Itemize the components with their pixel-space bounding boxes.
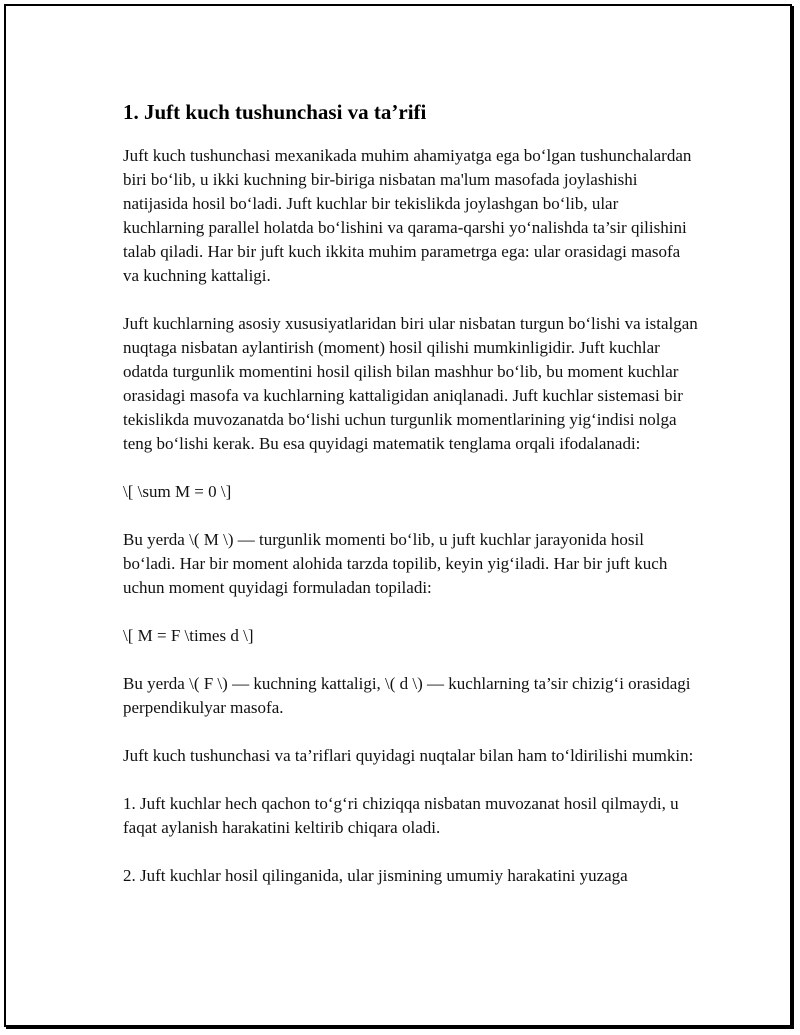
paragraph-intro: Juft kuch tushunchasi mexanikada muhim ahamiyatga ega bo‘lgan tushunchalardan biri bo‘lib, u ikki kuchning bir-biriga nisbatan ma'lum masofada joylashishi natijasida hosil bo‘ladi. Juft kuchlar bir tekislikda joylashgan bo‘lib, ular kuchlarning parallel holatda bo‘lishini va qarama-qarshi yo‘nalishda ta’sir qilishini talab qiladi. Har bir juft kuch ikkita muhim parametrga ega: ular orasidagi masofa va kuchning kattaligi. <box>123 146 692 285</box>
section-heading: 1. Juft kuch tushunchasi va ta’rifi <box>123 100 427 124</box>
list-item-1: 1. Juft kuchlar hech qachon to‘g‘ri chiziqqa nisbatan muvozanat hosil qilmaydi, u faqat aylanish harakatini keltirib chiqara oladi. <box>123 794 679 837</box>
formula-sum-moments: \[ \sum M = 0 \] <box>123 482 232 501</box>
paragraph-moment-explanation: Bu yerda \( M \) — turgunlik momenti bo‘lib, u juft kuchlar jarayonida hosil bo‘ladi. Har bir moment alohida tarzda topilib, keyin yig‘iladi. Har bir juft kuch uchun moment quyidagi formuladan topiladi: <box>123 530 668 597</box>
paragraph-variable-definitions: Bu yerda \( F \) — kuchning kattaligi, \( d \) — kuchlarning ta’sir chizig‘i orasidagi perpendikulyar masofa. <box>123 674 691 717</box>
formula-moment: \[ M = F \times d \] <box>123 626 254 645</box>
document-body <box>123 98 698 912</box>
list-item-2: 2. Juft kuchlar hosil qilinganida, ular jismining umumiy harakatini yuzaga <box>123 866 628 885</box>
paragraph-properties: Juft kuchlarning asosiy xususiyatlaridan biri ular nisbatan turgun bo‘lishi va istalgan nuqtaga nisbatan aylantirish (moment) hosil qilishi mumkinligidir. Juft kuchlar odatda turgunlik momentini hosil qilish bilan mashhur bo‘lib, bu moment kuchlar orasidagi masofa va kuchlarning kattaligidan aniqlanadi. Juft kuchlar sistemasi bir tekislikda muvozanatda bo‘lishi uchun turgunlik momentlarining yig‘indisi nolga teng bo‘lishi kerak. Bu esa quyidagi matematik tenglama orqali ifodalanadi: <box>123 314 698 453</box>
paragraph-list-intro: Juft kuch tushunchasi va ta’riflari quyidagi nuqtalar bilan ham to‘ldirilishi mumkin: <box>123 746 694 765</box>
page-frame <box>4 4 792 1027</box>
